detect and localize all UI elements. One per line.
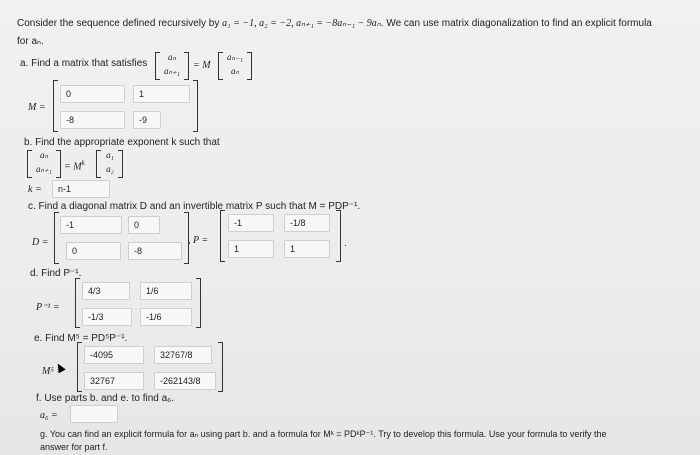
m5-11-input[interactable]: -4095 [84,346,144,364]
part-c-prompt: c. Find a diagonal matrix D and an invertible matrix P such that M = PDP⁻¹. [28,201,361,212]
p21-input[interactable]: 1 [228,240,274,258]
bracket [218,342,223,392]
intro-line-1 [17,18,652,30]
part-c-tail: . [344,238,347,249]
bracket [53,80,58,132]
bracket [75,278,80,328]
part-g-line-2: answer for part f. [40,442,108,452]
part-d-prompt: d. Find P⁻¹. [30,268,82,279]
bracket [54,212,59,264]
part-f-prompt: f. Use parts b. and e. to find a₆. [36,393,174,404]
m12-input[interactable]: 1 [133,85,190,103]
pinv11-input[interactable]: 4/3 [82,282,130,300]
m5-22-input[interactable]: -262143/8 [154,372,216,390]
m22-input[interactable]: -9 [133,111,161,129]
part-b-prompt: b. Find the appropriate exponent k such that [24,137,220,148]
part-b-rhs-bottom: a₂ [106,164,114,174]
bracket [193,80,198,132]
m5-label: M⁵ = [42,366,64,377]
part-b-eq-text: = M [64,161,82,173]
bracket [56,150,61,178]
part-a-prompt: a. Find a matrix that satisfies [20,58,148,69]
part-b-exponent: k [81,159,85,167]
part-g-line-1: g. You can find an explicit formula for aₙ using part b. and a formula for Mᵏ = PDᵏP⁻¹. Try to develop this formula. Use your formula to verify the [40,429,607,439]
k-input[interactable]: n-1 [52,180,110,198]
p22-input[interactable]: 1 [284,240,330,258]
p-label: , P = [188,235,209,246]
a6-input[interactable] [70,405,118,423]
bracket [220,210,225,262]
part-a-eq: = M [193,60,211,71]
m5-12-input[interactable]: 32767/8 [154,346,212,364]
m5-21-input[interactable]: 32767 [84,372,144,390]
part-b-rhs-top: a₁ [106,150,114,160]
part-a-lhs-top: aₙ [167,52,177,62]
pinv22-input[interactable]: -1/6 [140,308,192,326]
pinv12-input[interactable]: 1/6 [140,282,192,300]
pinv-label: P⁻¹ = [36,302,60,313]
bracket [196,278,201,328]
m21-input[interactable]: -8 [60,111,125,129]
d12-input[interactable]: 0 [128,216,160,234]
intro-text-tail: . We can use matrix diagonalization to find an explicit formula [380,18,652,29]
pinv21-input[interactable]: -1/3 [82,308,132,326]
intro-math: a₁ = −1, a₂ = −2, aₙ₊₁ = −8aₙ₋₁ − 9aₙ [222,18,381,29]
intro-text: Consider the sequence defined recursively by [17,18,223,29]
intro-line-2: for aₙ. [17,36,44,47]
part-a-rhs-top: aₙ₋₁ [227,52,243,62]
bracket [247,52,252,80]
part-a-lhs-bottom: aₙ₊₁ [164,66,180,76]
m11-input[interactable]: 0 [60,85,125,103]
bracket [336,210,341,262]
d21-input[interactable]: 0 [66,242,121,260]
part-a-rhs-bottom: aₙ [230,66,240,76]
p12-input[interactable]: -1/8 [284,214,330,232]
m-label: M = [28,102,46,113]
part-b-eq [64,157,85,173]
d-label: D = [32,237,49,248]
part-b-lhs-top: aₙ [39,150,49,160]
p11-input[interactable]: -1 [228,214,274,232]
a6-label: a₆ = [40,410,58,421]
part-e-prompt: e. Find M⁵ = PD⁵P⁻¹. [34,333,128,344]
bracket [184,52,189,80]
bracket [118,150,123,178]
part-b-lhs-bottom: aₙ₊₁ [36,164,52,174]
d11-input[interactable]: -1 [60,216,122,234]
d22-input[interactable]: -8 [128,242,182,260]
k-label: k = [28,184,42,195]
bracket [77,342,82,392]
